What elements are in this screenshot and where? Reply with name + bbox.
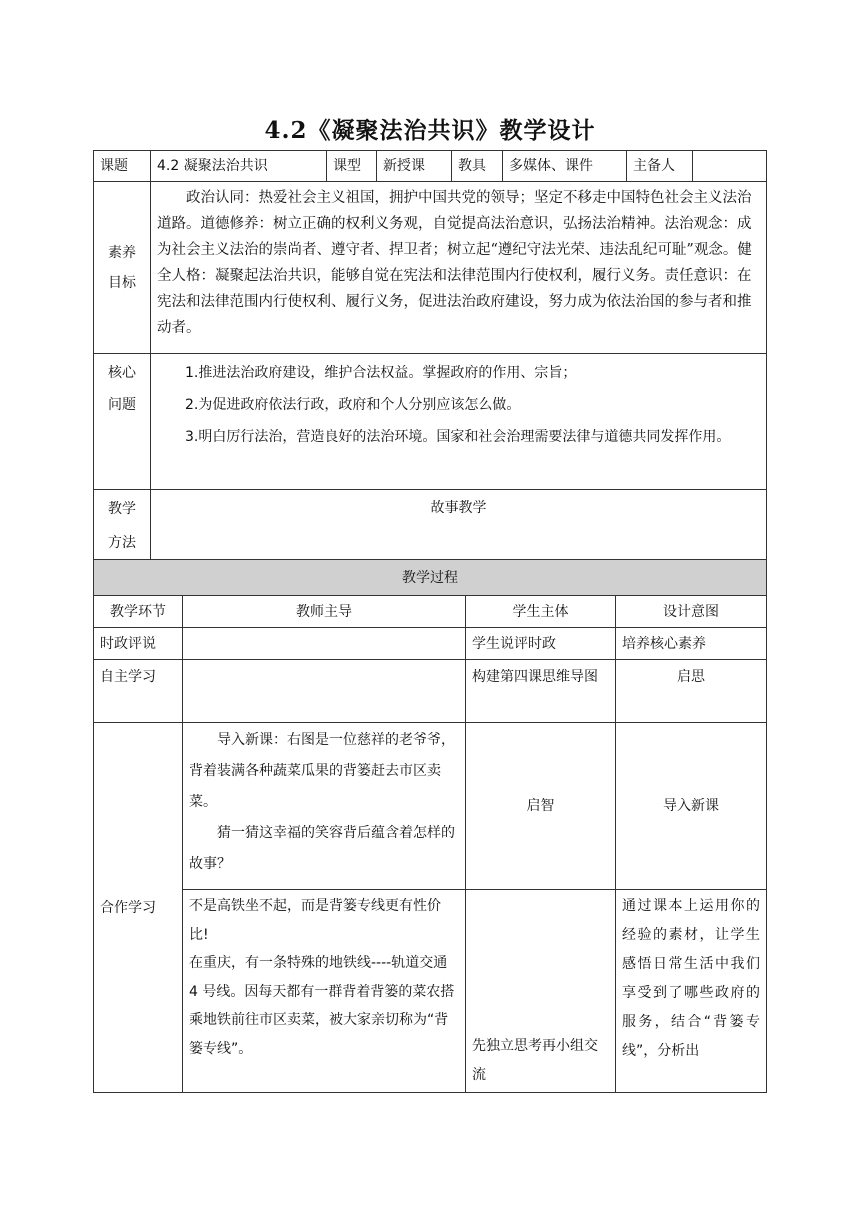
type-value: 新授课 [377,151,452,182]
col-intent-header: 设计意图 [616,596,767,628]
core-item: 3.明白厉行法治，营造良好的法治环境。国家和社会治理需要法律与道德共同发挥作用。 [185,429,731,445]
teacher-cell: 导入新课：右图是一位慈祥的老爷爷，背着装满各种蔬菜瓜果的背篓赶去市区卖菜。 猜一猜这幸福的笑容背后蕴含着怎样的故事？ [183,723,466,890]
goals-text: 政治认同：热爱社会主义祖国，拥护中国共党的领导；坚定不移走中国特色社会主义法治道路。道德修养：树立正确的权利义务观，自觉提高法治意识，弘扬法治精神。法治观念：成为社会主义法治的崇尚者、遵守者、捍卫者；树立起“遵纪守法光荣、违法乱纪可耻”观念。健全人格：凝聚起法治共识，能够自觉在宪法和法律范围内行使权利，履行义务。责任意识：在宪法和法律范围内行使权利、履行义务，促进法治政府建设，努力成为依法治国的参与者和推动者。 [151,182,767,354]
core-item: 1.推进法治政府建设，维护合法权益。掌握政府的作用、宗旨； [185,365,577,381]
student-cell: 先独立思考再小组交流 [466,890,616,1093]
method-label: 教学 方法 [94,490,151,562]
student-cell: 启智 [466,723,616,890]
student-cell: 构建第四课思维导图 [466,660,616,723]
intent-cell: 启思 [616,660,767,723]
core-label: 核心 问题 [94,354,151,490]
col-teacher-header: 教师主导 [183,596,466,628]
process-header: 教学过程 [94,560,767,596]
preparer-value [693,151,767,182]
type-label: 课型 [327,151,377,182]
preparer-label: 主备人 [627,151,693,182]
document-title: 4.2《凝聚法治共识》教学设计 [264,117,596,144]
process-table [93,559,767,1093]
info-table [93,150,767,562]
table-row [94,628,767,660]
col-student-header: 学生主体 [466,596,616,628]
topic-value: 4.2 凝聚法治共识 [151,151,327,182]
topic-label: 课题 [94,151,151,182]
core-item: 2.为促进政府依法行政，政府和个人分别应该怎么做。 [185,397,521,413]
method-value: 故事教学 [151,490,767,562]
stage-cell: 自主学习 [94,660,183,723]
goals-label: 素养 目标 [94,182,151,354]
intent-cell: 培养核心素养 [616,628,767,660]
col-stage-header: 教学环节 [94,596,183,628]
teacher-cell [183,660,466,723]
table-row [94,890,767,1093]
table-row [94,660,767,723]
teacher-cell: 不是高铁坐不起，而是背篓专线更有性价比! 在重庆，有一条特殊的地铁线----轨道交通 4 号线。因每天都有一群背着背篓的菜农搭乘地铁前往市区卖菜，被大家亲切称为“背篓专线”。 [183,890,466,1093]
core-questions [151,354,767,490]
intent-cell: 通过课本上运用你的经验的素材，让学生感悟日常生活中我们享受到了哪些政府的服务，结合“背篓专线”，分析出 [616,890,767,1093]
table-row [94,723,767,890]
stage-cell: 时政评说 [94,628,183,660]
tools-value: 多媒体、课件 [503,151,627,182]
student-cell: 学生说评时政 [466,628,616,660]
coop-stage-cell: 合作学习 [94,723,183,1093]
intent-cell: 导入新课 [616,723,767,890]
tools-label: 教具 [452,151,503,182]
teacher-cell [183,628,466,660]
